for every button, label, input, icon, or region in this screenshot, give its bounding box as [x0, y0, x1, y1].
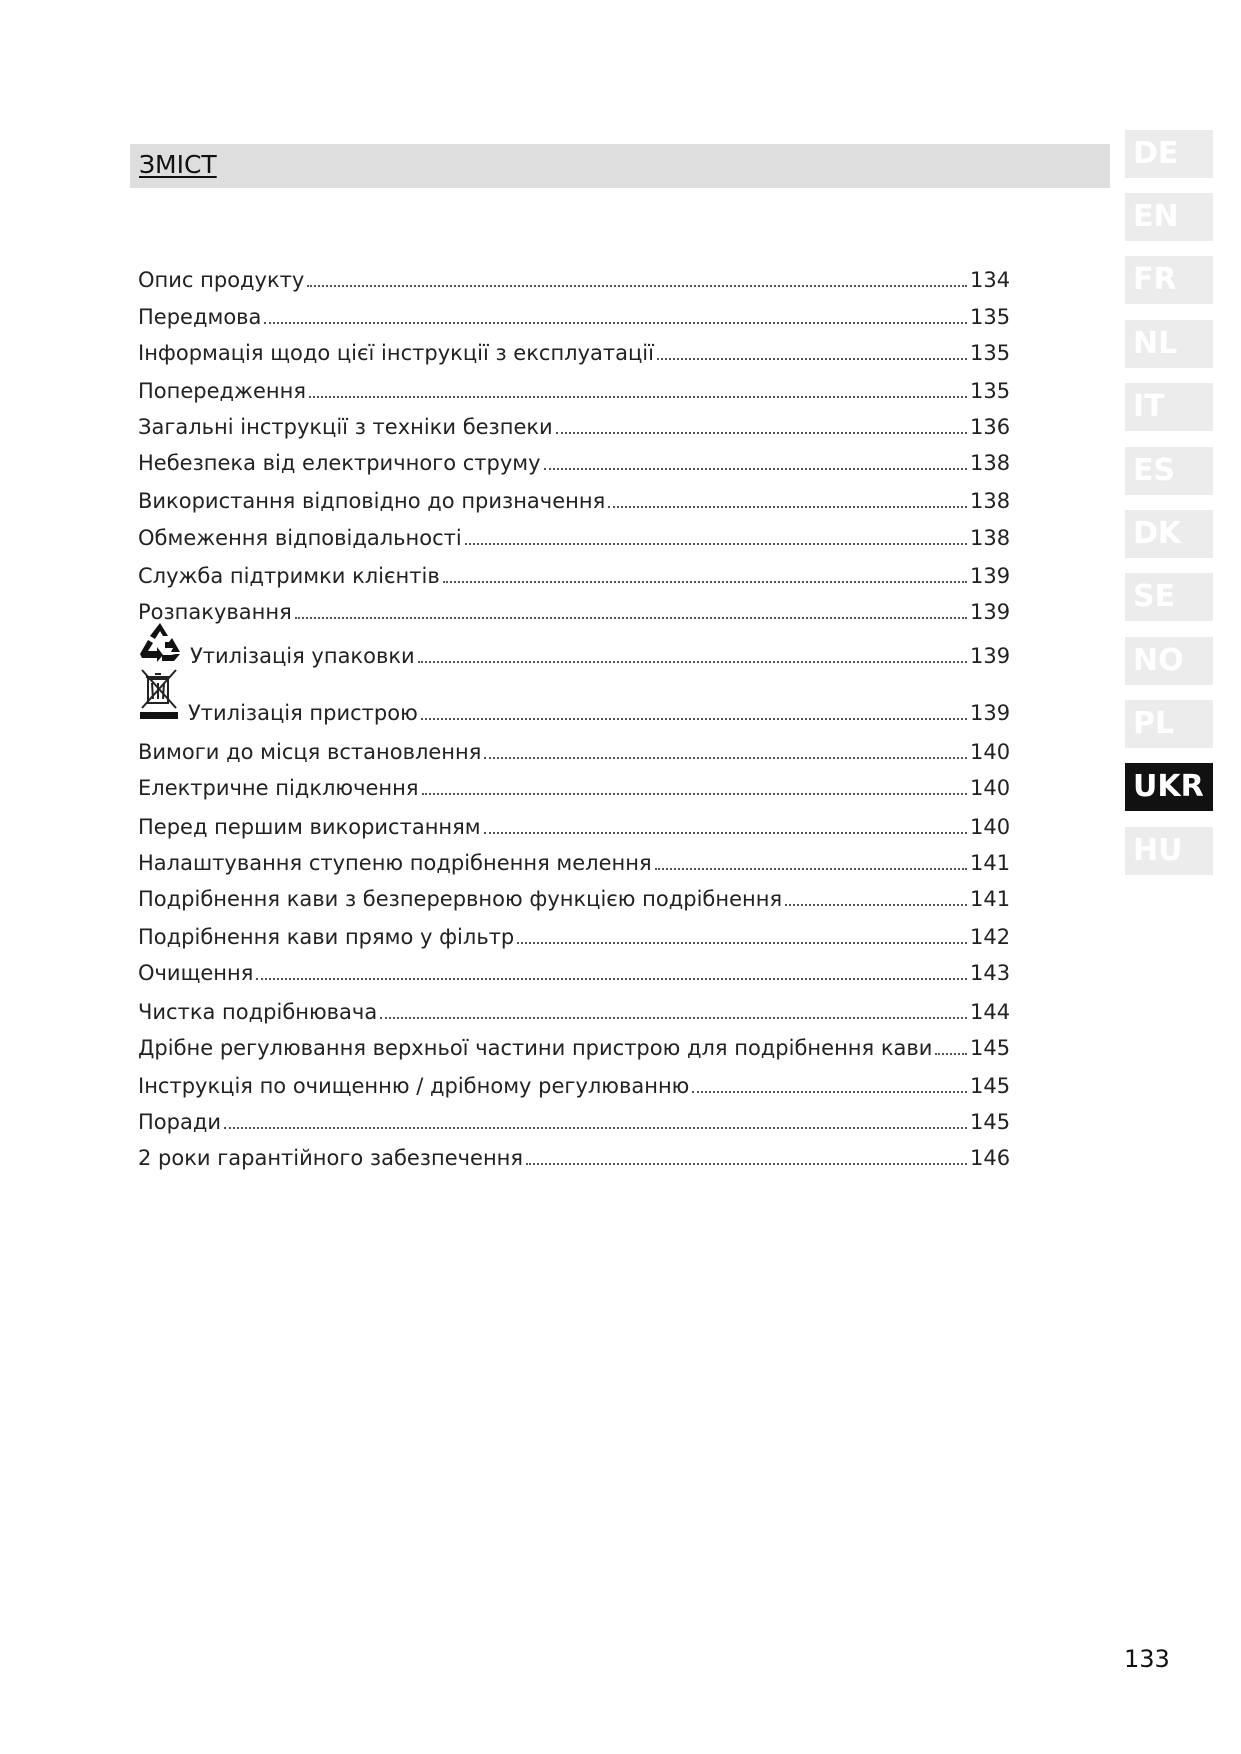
toc-entry[interactable]: [138, 1101, 1010, 1135]
toc-entry[interactable]: [138, 673, 1010, 726]
dot-leader: [517, 941, 967, 944]
toc-entry[interactable]: [138, 842, 1010, 876]
dot-leader: [421, 717, 967, 720]
toc-entry-page: 139: [970, 644, 1011, 668]
dot-leader: [657, 357, 967, 360]
toc-entry-title: Передмова: [138, 305, 262, 329]
toc-entry[interactable]: [138, 1065, 1010, 1099]
toc-entry-title: Перед першим використанням: [138, 815, 481, 839]
toc-entry-page: 140: [970, 740, 1011, 764]
crossed-bin-icon: [138, 668, 180, 726]
dot-leader: [465, 542, 967, 545]
dot-leader: [380, 1016, 967, 1019]
toc-entry-page: 141: [970, 887, 1011, 911]
toc-entry[interactable]: [138, 259, 1010, 293]
toc-entry-title: Інформація щодо цієї інструкції з експлуатації: [138, 341, 654, 365]
dot-leader: [655, 867, 967, 870]
toc-entry-title: Опис продукту: [138, 268, 305, 292]
toc-entry[interactable]: [138, 406, 1010, 440]
dot-leader: [295, 616, 967, 619]
toc-entry-title: Утилізація пристрою: [188, 701, 418, 725]
toc-entry[interactable]: [138, 731, 1010, 765]
toc-entry-title: Подрібнення кави прямо у фільтр: [138, 925, 515, 949]
toc-entry-page: 144: [970, 1000, 1011, 1024]
toc-entry-page: 145: [970, 1036, 1011, 1060]
toc-entry-title: Попередження: [138, 379, 306, 403]
toc-entry-page: 140: [970, 815, 1011, 839]
dot-leader: [418, 660, 967, 663]
toc-entry-title: Налаштування ступеню подрібнення мелення: [138, 851, 652, 875]
dot-leader: [484, 756, 967, 759]
toc-entry[interactable]: [138, 1137, 1010, 1171]
toc-entry-page: 135: [970, 341, 1011, 365]
language-tab-dk[interactable]: DK: [1125, 510, 1213, 558]
toc-entry-page: 135: [970, 379, 1011, 403]
recycle-icon: [138, 621, 182, 669]
dot-leader: [484, 831, 967, 834]
language-tab-en[interactable]: EN: [1125, 193, 1213, 241]
toc-entry-title: Обмеження відповідальності: [138, 526, 462, 550]
toc-header-bar: [130, 144, 1110, 188]
toc-entry[interactable]: [138, 517, 1010, 551]
dot-leader: [224, 1126, 967, 1129]
toc-entry[interactable]: [138, 767, 1010, 801]
toc-entry-title: Розпакування: [138, 600, 292, 624]
toc-entry[interactable]: [138, 332, 1010, 366]
toc-entry-page: 145: [970, 1074, 1011, 1098]
toc-entry[interactable]: [138, 480, 1010, 514]
toc-entry-title: Чистка подрібнювача: [138, 1000, 378, 1024]
toc-entry-title: 2 роки гарантійного забезпечення: [138, 1146, 524, 1170]
toc-entry[interactable]: [138, 296, 1010, 330]
toc-entry[interactable]: [138, 555, 1010, 589]
toc-entry[interactable]: [138, 442, 1010, 476]
toc-entry[interactable]: [138, 991, 1010, 1025]
toc-entry-page: 138: [970, 451, 1011, 475]
language-tab-pl[interactable]: PL: [1125, 700, 1213, 748]
dot-leader: [256, 977, 967, 980]
toc-entry-page: 139: [970, 564, 1011, 588]
language-tab-de[interactable]: DE: [1125, 130, 1213, 178]
toc-entry-title: Електричне підключення: [138, 776, 419, 800]
toc-entry[interactable]: [138, 625, 1010, 669]
toc-entry-title: Інструкція по очищенню / дрібному регулюванню: [138, 1074, 690, 1098]
language-tab-se[interactable]: SE: [1125, 573, 1213, 621]
language-tab-ukr[interactable]: UKR: [1125, 763, 1213, 811]
page-number: 133: [1124, 1645, 1170, 1673]
toc-entry[interactable]: [138, 591, 1010, 625]
dot-leader: [935, 1052, 967, 1055]
toc-entry-title: Використання відповідно до призначення: [138, 489, 606, 513]
toc-entry-title: Подрібнення кави з безперервною функцією подрібнення: [138, 887, 783, 911]
language-tab-es[interactable]: ES: [1125, 447, 1213, 495]
language-tab-nl[interactable]: NL: [1125, 320, 1213, 368]
toc-entry[interactable]: [138, 1027, 1010, 1061]
toc-entry-page: 146: [970, 1146, 1011, 1170]
dot-leader: [608, 505, 967, 508]
toc-entry-page: 139: [970, 701, 1011, 725]
dot-leader: [785, 903, 967, 906]
toc-entry-title: Поради: [138, 1110, 222, 1134]
toc-entry-title: Служба підтримки клієнтів: [138, 564, 440, 588]
toc-entry-title: Утилізація упаковки: [190, 644, 415, 668]
toc-entry-page: 139: [970, 600, 1011, 624]
toc-entry-title: Загальні інструкції з техніки безпеки: [138, 415, 553, 439]
toc-entry-title: Дрібне регулювання верхньої частини пристрою для подрібнення кави: [138, 1036, 933, 1060]
toc-heading: ЗМІСТ: [139, 150, 217, 179]
toc-entry-page: 140: [970, 776, 1011, 800]
toc-entry[interactable]: [138, 916, 1010, 950]
dot-leader: [443, 580, 967, 583]
language-tab-hu[interactable]: HU: [1125, 827, 1213, 875]
dot-leader: [526, 1162, 967, 1165]
dot-leader: [264, 321, 967, 324]
dot-leader: [422, 792, 967, 795]
dot-leader: [309, 395, 967, 398]
toc-entry-page: 135: [970, 305, 1011, 329]
toc-entry-page: 143: [970, 961, 1011, 985]
toc-entry-title: Вимоги до місця встановлення: [138, 740, 482, 764]
toc-entry-page: 145: [970, 1110, 1011, 1134]
toc-entry-title: Очищення: [138, 961, 254, 985]
toc-entry-page: 141: [970, 851, 1011, 875]
toc-entry[interactable]: [138, 878, 1010, 912]
dot-leader: [544, 467, 967, 470]
language-tab-fr[interactable]: FR: [1125, 256, 1213, 304]
toc-entry-title: Небезпека від електричного струму: [138, 451, 541, 475]
toc-entry-page: 142: [970, 925, 1011, 949]
toc-entry-page: 134: [970, 268, 1011, 292]
toc-entry-page: 138: [970, 526, 1011, 550]
toc-entry[interactable]: [138, 952, 1010, 986]
language-tab-it[interactable]: IT: [1125, 383, 1213, 431]
toc-entry-page: 136: [970, 415, 1011, 439]
toc-entry-page: 138: [970, 489, 1011, 513]
dot-leader: [307, 284, 967, 287]
toc-entry[interactable]: [138, 370, 1010, 404]
toc-entry[interactable]: [138, 806, 1010, 840]
language-tab-no[interactable]: NO: [1125, 637, 1213, 685]
dot-leader: [556, 431, 967, 434]
dot-leader: [692, 1090, 967, 1093]
